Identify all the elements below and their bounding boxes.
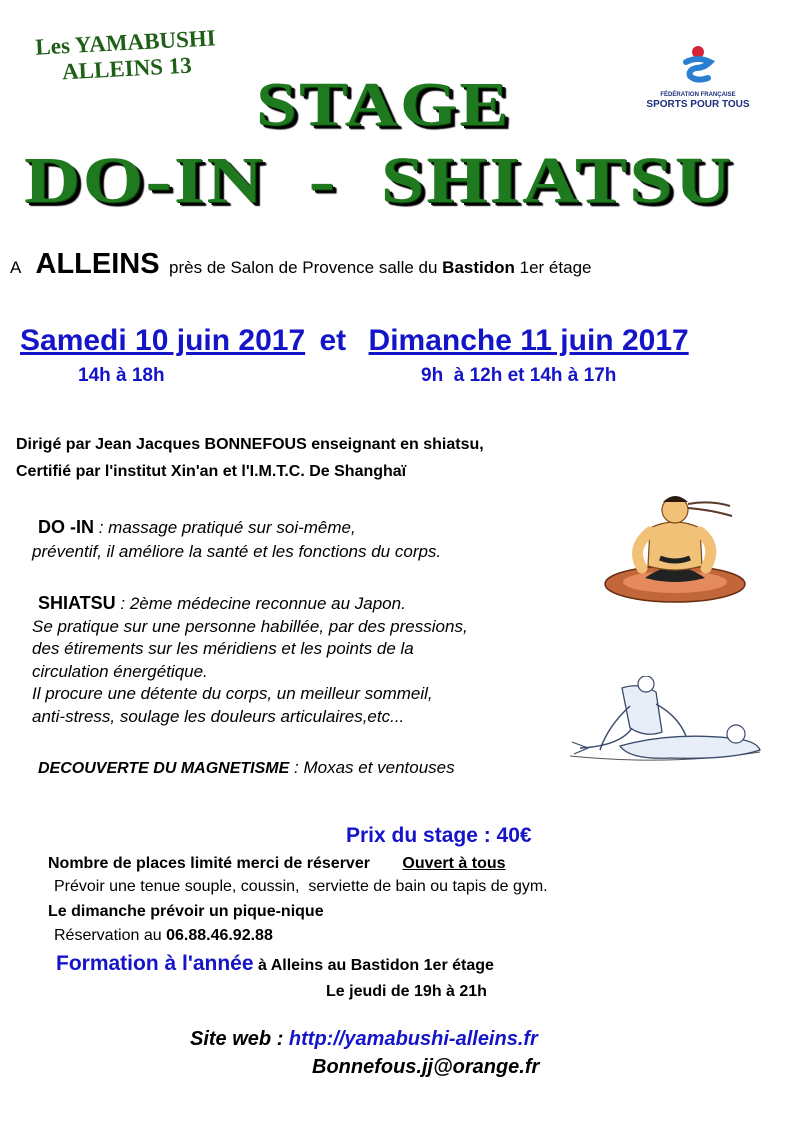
instructor-line2: Certifié par l'institut Xin'an et l'I.M.T.C. De Shanghaï	[16, 463, 407, 480]
date-and: et	[319, 324, 347, 357]
meditating-man-illustration	[600, 486, 750, 606]
doin-term: DO -IN	[38, 517, 94, 537]
price: Prix du stage : 40€	[346, 824, 532, 847]
shiatsu-massage-illustration	[560, 676, 780, 776]
title-stage: STAGE	[256, 71, 511, 139]
shiatsu-line: anti-stress, soulage les douleurs articulaires,etc...	[32, 706, 405, 726]
hours-day1: 14h à 18h	[78, 365, 165, 386]
formation-line	[56, 952, 494, 976]
places-open: Ouvert à tous	[402, 855, 506, 872]
title-doin-shiatsu: DO-IN - SHIATSU	[24, 144, 734, 217]
hours-day2: 9h à 12h et 14h à 17h	[421, 365, 617, 386]
location-venue: Bastidon	[442, 258, 515, 277]
club-name	[35, 25, 218, 86]
shiatsu-desc1: : 2ème médecine reconnue au Japon.	[115, 594, 406, 613]
doin-block	[32, 515, 442, 564]
formation-when: Le jeudi de 19h à 21h	[326, 983, 487, 1000]
location-floor: 1er étage	[519, 258, 592, 277]
reservation-label: Réservation au	[54, 927, 162, 944]
formation-title: Formation à l'année	[56, 952, 254, 975]
dimanche-line: Le dimanche prévoir un pique-nique	[48, 903, 324, 920]
places-text: Nombre de places limité merci de réserver	[48, 855, 370, 872]
club-name-line2: ALLEINS 13	[61, 52, 193, 85]
web-line	[190, 1028, 538, 1051]
reservation-line	[54, 927, 273, 945]
magnetisme-desc: : Moxas et ventouses	[289, 758, 455, 777]
date-day2: Dimanche 11 juin 2017	[368, 324, 689, 357]
instructor-line1: Dirigé par Jean Jacques BONNEFOUS enseignant en shiatsu,	[16, 436, 484, 453]
shiatsu-line: des étirements sur les méridiens et les points de la	[32, 639, 414, 658]
reservation-phone: 06.88.46.92.88	[166, 927, 273, 944]
location-rest: près de Salon de Provence salle du	[169, 258, 438, 277]
logo-line2: SPORTS POUR TOUS	[646, 99, 750, 110]
shiatsu-line: Il procure une détente du corps, un meilleur sommeil,	[32, 684, 433, 703]
date-day1: Samedi 10 juin 2017	[20, 324, 306, 357]
shiatsu-line: Se pratique sur une personne habillée, par des pressions,	[32, 616, 468, 636]
formation-place: à Alleins au Bastidon 1er étage	[253, 957, 494, 974]
federation-logo	[638, 44, 758, 110]
doin-desc1: : massage pratiqué sur soi-même,	[94, 518, 356, 537]
magnetisme-line	[38, 758, 455, 778]
shiatsu-line: circulation énergétique.	[32, 661, 208, 681]
club-name-line1: Les YAMABUSHI	[34, 25, 217, 60]
dates-line	[10, 324, 689, 358]
web-email[interactable]: Bonnefous.jj@orange.fr	[312, 1056, 540, 1078]
doin-desc2: préventif, il améliore la santé et les fonctions du corps.	[32, 542, 442, 561]
sports-pour-tous-logo-icon	[678, 44, 718, 86]
logo-line1: FÉDÉRATION FRANÇAISE	[660, 92, 736, 98]
prevoir-line: Prévoir une tenue souple, coussin, serviette de bain ou tapis de gym.	[54, 878, 548, 895]
location-line	[10, 248, 591, 281]
location-town: ALLEINS	[35, 248, 160, 280]
places-line	[48, 855, 506, 873]
web-label: Site web :	[190, 1028, 289, 1050]
web-url[interactable]: http://yamabushi-alleins.fr	[288, 1028, 538, 1050]
shiatsu-block	[32, 592, 468, 728]
shiatsu-term: SHIATSU	[38, 593, 116, 613]
location-prefix: A	[10, 258, 22, 277]
magnetisme-term: DECOUVERTE DU MAGNETISME	[38, 760, 290, 777]
